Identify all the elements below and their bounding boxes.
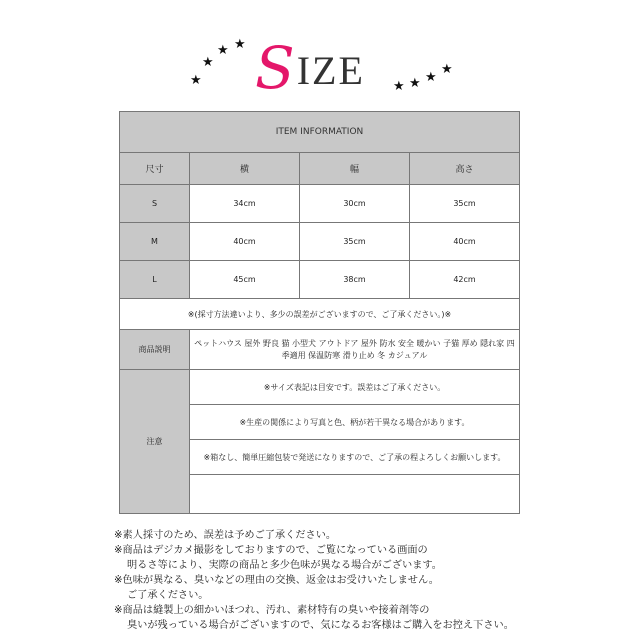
table-cell: 45cm: [190, 261, 300, 299]
table-cell: 40cm: [410, 223, 520, 261]
star-icon: ★: [234, 37, 246, 52]
column-header: 横: [190, 153, 300, 185]
size-label: M: [120, 223, 190, 261]
table-cell: 35cm: [410, 185, 520, 223]
caution-item: ※生産の関係により写真と色、柄が若干異なる場合があります。: [190, 405, 520, 440]
star-icon: ★: [202, 55, 214, 70]
star-icon: ★: [441, 62, 453, 77]
page-title: [255, 34, 365, 102]
column-header: 尺寸: [120, 153, 190, 185]
caution-item: ※サイズ表記は目安です。誤差はご了承ください。: [190, 370, 520, 405]
caution-label: 注意: [120, 370, 190, 514]
description-label: 商品説明: [120, 330, 190, 370]
table-row: [120, 223, 520, 261]
item-information-table: [119, 111, 520, 514]
size-label: S: [120, 185, 190, 223]
table-row: [120, 185, 520, 223]
caution-item: [190, 475, 520, 514]
note-line: 明るさ等により、実際の商品と多少色味が異なる場合がございます。: [127, 560, 442, 571]
description-cell: [190, 330, 520, 370]
table-cell: 38cm: [300, 261, 410, 299]
column-header-row: [120, 153, 520, 185]
column-header: 高さ: [410, 153, 520, 185]
table-row: [120, 261, 520, 299]
table-cell: 40cm: [190, 223, 300, 261]
note-line: ※色味が異なる、臭いなどの理由の交換、返金はお受けいたしません。: [114, 575, 439, 586]
column-header: 幅: [300, 153, 410, 185]
note-line: 臭いが残っている場合がございますので、気になるお客様はご購入をお控え下さい。: [127, 620, 514, 631]
table-cell: 35cm: [300, 223, 410, 261]
star-icon: ★: [190, 73, 202, 88]
star-icon: ★: [409, 76, 421, 91]
note-line: ※素人採寸のため、誤差は予めご了承ください。: [114, 530, 337, 541]
title-first-letter: S: [255, 34, 297, 102]
description-text: ペットハウス 屋外 野良 猫 小型犬 アウトドア 屋外 防水 安全 暖かい 子猫 厚め 隠れ家 四季適用 保温防寒 滑り止め 冬 カジュアル: [194, 338, 515, 360]
size-header: [0, 20, 640, 110]
star-icon: ★: [393, 79, 405, 94]
note-line: ご了承ください。: [127, 590, 209, 601]
star-icon: ★: [217, 43, 229, 58]
table-cell: 34cm: [190, 185, 300, 223]
size-label: L: [120, 261, 190, 299]
footer-notes: [114, 528, 534, 633]
table-cell: 42cm: [410, 261, 520, 299]
measurement-note: ※(採寸方法違いより、多少の誤差がございますので、ご了承ください。)※: [120, 299, 520, 330]
note-line: ※商品はデジカメ撮影をしておりますので、ご覧になっている画面の: [114, 545, 428, 556]
table-cell: 30cm: [300, 185, 410, 223]
caution-item: ※箱なし、簡単圧縮包装で発送になりますので、ご了承の程よろしくお願いします。: [190, 440, 520, 475]
title-rest: IZE: [296, 48, 365, 93]
star-icon: ★: [425, 70, 437, 85]
table-heading: ITEM INFORMATION: [120, 112, 520, 153]
note-line: ※商品は縫製上の細かいほつれ、汚れ、素材特有の臭いや接着剤等の: [114, 605, 430, 616]
